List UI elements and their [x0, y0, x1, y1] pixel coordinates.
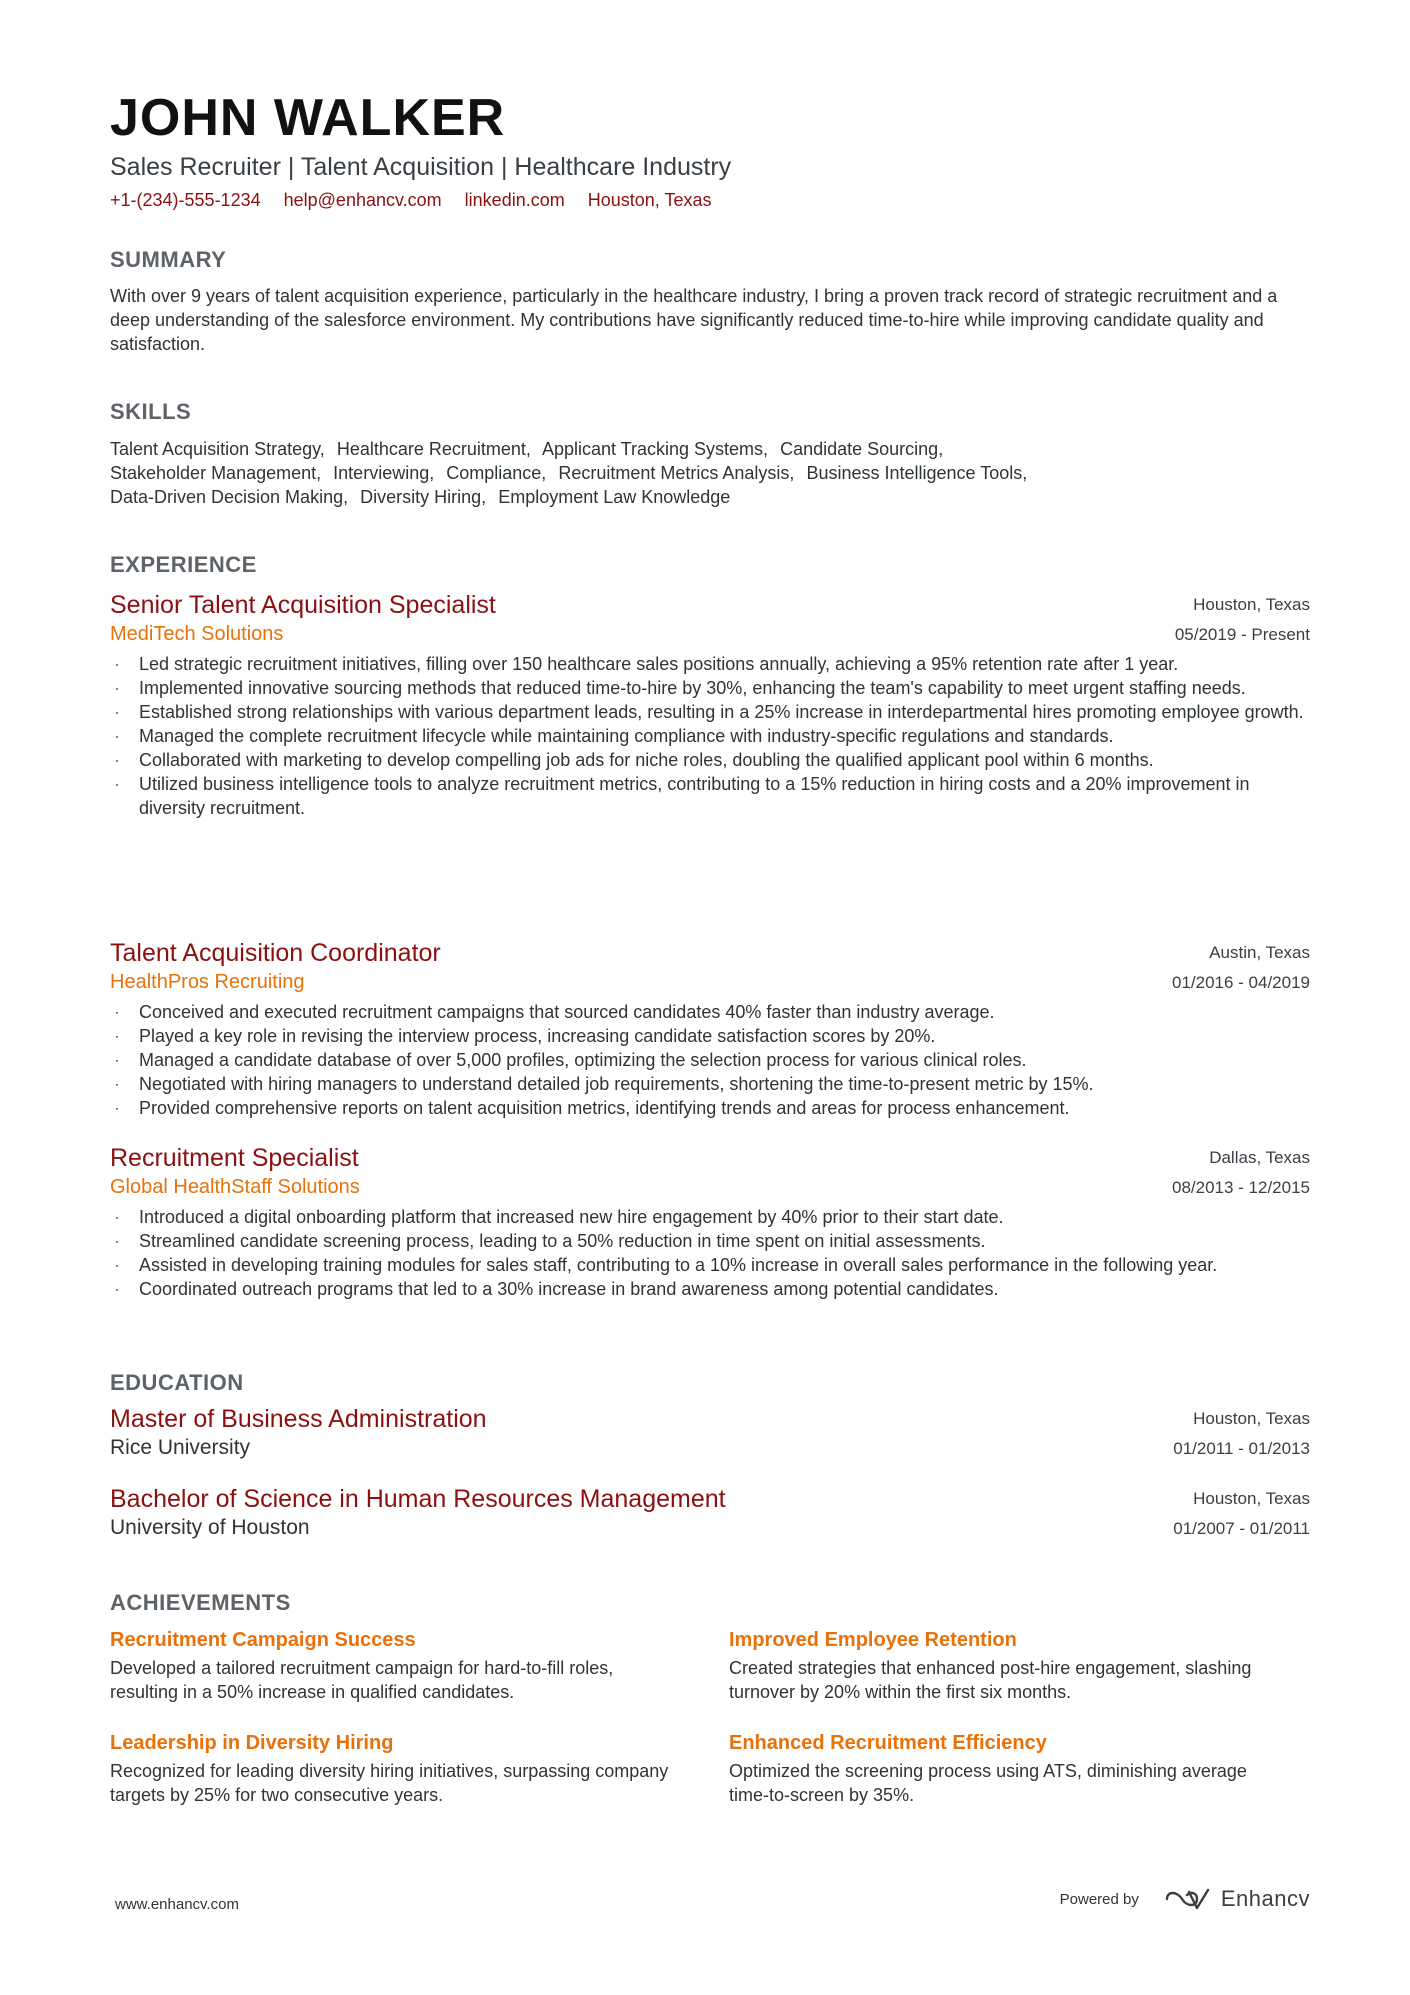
- education-dates: 01/2011 - 01/2013: [1173, 1439, 1310, 1458]
- job-location: Austin, Texas: [1209, 943, 1310, 962]
- skill-item: Healthcare Recruitment: [336, 439, 526, 459]
- enhancv-logo-text: Enhancv: [1220, 1886, 1310, 1911]
- summary-text: With over 9 years of talent acquisition experience, particularly in the healthcare industry, I bring a proven track record of strategic recruitment and a deep understanding of the salesforce environment. My contributions have significantly reduced time-to-hire while improving candidate quality and satisfaction.: [110, 286, 1278, 354]
- contact-linkedin[interactable]: linkedin.com: [464, 190, 565, 210]
- education-school: University of Houston: [110, 1516, 310, 1539]
- job-bullet: · Provided comprehensive reports on talent acquisition metrics, identifying trends and areas for process enhancement.: [110, 1096, 1310, 1120]
- footer-website[interactable]: www.enhancv.com: [115, 1896, 239, 1913]
- job-bullets: [110, 652, 1310, 820]
- job-bullet: · Introduced a digital onboarding platform that increased new hire engagement by 40% prior to their start date.: [110, 1205, 1310, 1229]
- job-bullet: · Conceived and executed recruitment campaigns that sourced candidates 40% faster than industry average.: [110, 1000, 1310, 1024]
- skills-list: Talent Acquisition Strategy, Healthcare Recruitment, Applicant Tracking Systems, Candidate Sourcing, Stakeholder Management, Interviewing, Compliance, Recruitment Metrics Analysis, Business Intelligence Tools, Data-Driven Decision Making, Diversity Hiring, Employment Law Knowledge: [110, 439, 1028, 507]
- experience-entry: [110, 590, 1310, 820]
- candidate-tagline: Sales Recruiter | Talent Acquisition | Healthcare Industry: [110, 153, 732, 181]
- enhancv-logo[interactable]: [1165, 1886, 1310, 1912]
- achievement-item: [110, 1626, 670, 1704]
- achievement-desc: Optimized the screening process using ATS, diminishing average time-to-screen by 35%.: [729, 1761, 1247, 1805]
- candidate-name: JOHN WALKER: [110, 89, 506, 147]
- job-bullet: · Established strong relationships with various department leads, resulting in a 25% increase in interdepartmental hires promoting employee growth.: [110, 700, 1310, 724]
- achievement-item: [729, 1626, 1289, 1704]
- contact-phone[interactable]: +1-(234)-555-1234: [110, 190, 261, 210]
- job-bullet: · Assisted in developing training modules for sales staff, contributing to a 10% increase in overall sales performance in the following year.: [110, 1253, 1310, 1277]
- education-dates: 01/2007 - 01/2011: [1173, 1519, 1310, 1538]
- skill-item: Stakeholder Management: [110, 463, 317, 483]
- skill-item: Diversity Hiring: [360, 487, 482, 507]
- achievement-desc: Developed a tailored recruitment campaign for hard-to-fill roles, resulting in a 50% increase in qualified candidates.: [110, 1658, 614, 1702]
- experience-entry: [110, 938, 1310, 1120]
- experience-heading: EXPERIENCE: [110, 552, 257, 577]
- education-location: Houston, Texas: [1193, 1409, 1310, 1428]
- job-bullet: · Collaborated with marketing to develop compelling job ads for niche roles, doubling the qualified applicant pool within 6 months.: [110, 748, 1310, 772]
- skill-item: Compliance: [446, 463, 542, 483]
- experience-entry: [110, 1143, 1310, 1301]
- education-school: Rice University: [110, 1436, 251, 1459]
- achievement-desc: Recognized for leading diversity hiring initiatives, surpassing company targets by 25% for two consecutive years.: [110, 1761, 669, 1805]
- achievement-title: Recruitment Campaign Success: [110, 1629, 416, 1651]
- footer-branding: [1060, 1886, 1310, 1912]
- contact-email[interactable]: help@enhancv.com: [283, 190, 442, 210]
- education-entry: [110, 1484, 1310, 1542]
- job-bullet: · Managed the complete recruitment lifecycle while maintaining compliance with industry-specific regulations and standards.: [110, 724, 1310, 748]
- job-meta: [1175, 590, 1310, 650]
- skill-item: Business Intelligence Tools: [806, 463, 1023, 483]
- achievement-title: Improved Employee Retention: [729, 1629, 1017, 1651]
- skill-item: Recruitment Metrics Analysis: [558, 463, 790, 483]
- job-dates: 05/2019 - Present: [1174, 625, 1310, 644]
- skill-item: Interviewing: [333, 463, 430, 483]
- skill-item: Applicant Tracking Systems: [541, 439, 764, 459]
- contact-row: [110, 190, 729, 211]
- job-dates: 08/2013 - 12/2015: [1171, 1178, 1310, 1197]
- job-company: HealthPros Recruiting: [110, 971, 305, 993]
- achievement-desc: Created strategies that enhanced post-hire engagement, slashing turnover by 20% within the first six months.: [729, 1658, 1252, 1702]
- job-bullet: · Led strategic recruitment initiatives, filling over 150 healthcare sales positions annually, achieving a 95% retention rate after 1 year.: [110, 652, 1310, 676]
- job-title: Talent Acquisition Coordinator: [110, 939, 441, 967]
- job-bullets: [110, 1000, 1310, 1120]
- education-degree: Bachelor of Science in Human Resources Management: [110, 1485, 726, 1513]
- skill-item: Data-Driven Decision Making: [110, 487, 344, 507]
- skill-item: Candidate Sourcing: [780, 439, 939, 459]
- job-location: Houston, Texas: [1193, 595, 1310, 614]
- summary-heading: SUMMARY: [110, 247, 227, 272]
- achievement-title: Enhanced Recruitment Efficiency: [729, 1732, 1047, 1754]
- achievement-title: Leadership in Diversity Hiring: [110, 1732, 394, 1754]
- achievements-heading: ACHIEVEMENTS: [110, 1590, 291, 1615]
- skill-item: Talent Acquisition Strategy: [110, 439, 320, 459]
- job-bullet: · Played a key role in revising the interview process, increasing candidate satisfaction scores by 20%.: [110, 1024, 1310, 1048]
- job-bullet: · Coordinated outreach programs that led to a 30% increase in brand awareness among potential candidates.: [110, 1277, 1310, 1301]
- achievement-item: [729, 1729, 1289, 1807]
- achievement-item: [110, 1729, 670, 1807]
- job-bullet: · Utilized business intelligence tools to analyze recruitment metrics, contributing to a 15% reduction in hiring costs and a 20% improvement in diversity recruitment.: [110, 772, 1310, 820]
- education-degree: Master of Business Administration: [110, 1405, 487, 1433]
- job-title: Recruitment Specialist: [110, 1144, 359, 1172]
- job-title: Senior Talent Acquisition Specialist: [110, 591, 496, 619]
- job-bullet: · Streamlined candidate screening process, leading to a 50% reduction in time spent on initial assessments.: [110, 1229, 1310, 1253]
- education-location: Houston, Texas: [1193, 1489, 1310, 1508]
- job-bullet: · Managed a candidate database of over 5,000 profiles, optimizing the selection process for various clinical roles.: [110, 1048, 1310, 1072]
- job-bullets: [110, 1205, 1310, 1301]
- education-meta: [1173, 1404, 1310, 1464]
- job-meta: [1172, 938, 1310, 998]
- job-dates: 01/2016 - 04/2019: [1171, 973, 1310, 992]
- job-company: Global HealthStaff Solutions: [110, 1176, 360, 1198]
- job-meta: [1172, 1143, 1310, 1203]
- education-entry: [110, 1404, 1310, 1462]
- job-location: Dallas, Texas: [1209, 1148, 1310, 1167]
- enhancv-logo-icon: [1165, 1887, 1211, 1911]
- contact-location: Houston, Texas: [587, 190, 712, 210]
- education-meta: [1173, 1484, 1310, 1544]
- job-bullet: · Implemented innovative sourcing methods that reduced time-to-hire by 30%, enhancing the team's capability to meet urgent staffing needs.: [110, 676, 1310, 700]
- job-bullet: · Negotiated with hiring managers to understand detailed job requirements, shortening the time-to-present metric by 15%.: [110, 1072, 1310, 1096]
- education-heading: EDUCATION: [110, 1370, 244, 1395]
- powered-by-label: Powered by: [1059, 1890, 1139, 1908]
- skills-heading: SKILLS: [110, 399, 192, 424]
- job-company: MediTech Solutions: [110, 623, 284, 645]
- skill-item: Employment Law Knowledge: [498, 487, 731, 507]
